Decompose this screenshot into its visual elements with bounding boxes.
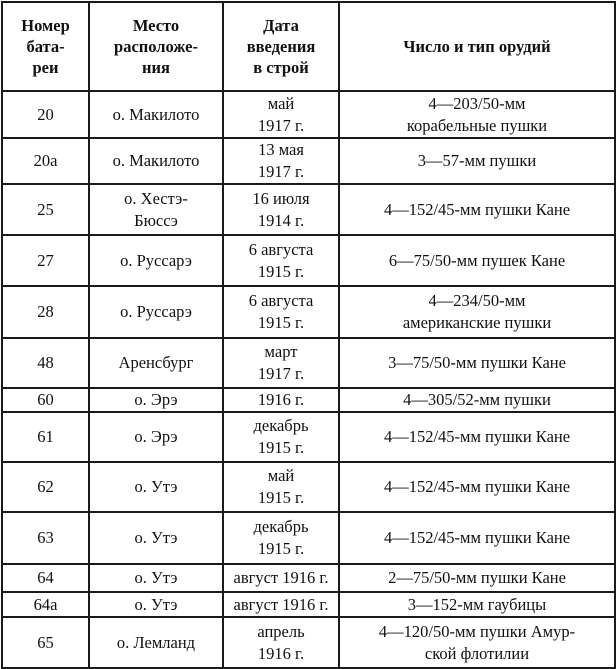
guns-cell — [339, 286, 615, 338]
location-cell — [89, 235, 223, 286]
cell-line: 1915 г. — [257, 313, 305, 332]
date-cell — [223, 91, 339, 138]
table-row — [2, 184, 615, 235]
battery-number-cell: 20а — [2, 138, 89, 184]
cell-line: 4—152/45-мм пушки Кане — [383, 477, 571, 496]
cell-line: о. Утэ — [134, 568, 178, 587]
date-cell — [223, 388, 339, 412]
header-line: Номер — [21, 16, 70, 35]
cell-line: март — [264, 342, 298, 361]
battery-table — [1, 1, 616, 669]
cell-line: Бюссэ — [134, 210, 178, 230]
table-row — [2, 286, 615, 338]
cell-line: о. Утэ — [134, 477, 178, 496]
date-cell — [223, 286, 339, 338]
battery-number-cell: 64 — [2, 564, 89, 592]
battery-number-cell: 27 — [2, 235, 89, 286]
header-line: расположе- — [114, 37, 198, 56]
cell-line: 1917 г. — [257, 364, 305, 383]
cell-line: май — [267, 466, 295, 485]
cell-line: 2—75/50-мм пушки Кане — [388, 568, 566, 587]
cell-line: ской флотилии — [424, 643, 530, 663]
cell-line: декабрь — [253, 517, 309, 536]
date-cell — [223, 564, 339, 592]
header-line: Число и тип орудий — [403, 37, 551, 56]
cell-line: о. Утэ — [134, 528, 178, 547]
table-row — [2, 235, 615, 286]
cell-line: 1915 г. — [257, 438, 305, 457]
cell-line: 13 мая — [258, 140, 304, 159]
guns-cell — [339, 592, 615, 617]
header-battery-number — [2, 2, 89, 91]
cell-line: 3—75/50-мм пушки Кане — [388, 353, 566, 372]
header-line: введения — [246, 37, 316, 56]
cell-line: о. Руссарэ — [120, 250, 192, 270]
location-cell — [89, 462, 223, 512]
date-cell — [223, 462, 339, 512]
cell-line: апрель — [257, 621, 305, 641]
battery-number-cell: 60 — [2, 388, 89, 412]
battery-number-cell: 63 — [2, 512, 89, 564]
cell-line: август 1916 г. — [233, 594, 329, 614]
header-row — [2, 2, 615, 91]
cell-line: о. Эрэ — [134, 390, 178, 409]
cell-line: 1916 г. — [257, 643, 305, 663]
guns-cell — [339, 564, 615, 592]
header-line: ния — [142, 58, 170, 77]
table-row — [2, 462, 615, 512]
cell-line: 4—203/50-мм — [428, 93, 526, 113]
header-commission-date — [223, 2, 339, 91]
cell-line: 6 августа — [248, 291, 314, 310]
battery-number-cell: 28 — [2, 286, 89, 338]
header-line: реи — [32, 58, 59, 77]
battery-number-cell: 65 — [2, 617, 89, 668]
guns-cell — [339, 235, 615, 286]
location-cell — [89, 412, 223, 462]
cell-line: 4—152/45-мм пушки Кане — [383, 528, 571, 547]
location-cell — [89, 617, 223, 668]
location-cell — [89, 138, 223, 184]
guns-cell — [339, 617, 615, 668]
table-row — [2, 338, 615, 388]
battery-number-cell: 62 — [2, 462, 89, 512]
location-cell — [89, 592, 223, 617]
table-row — [2, 592, 615, 617]
cell-line: 4—305/52-мм пушки — [403, 390, 551, 409]
guns-cell — [339, 338, 615, 388]
date-cell — [223, 412, 339, 462]
cell-line: 6 августа — [248, 239, 314, 259]
guns-cell — [339, 412, 615, 462]
battery-number-cell: 20 — [2, 91, 89, 138]
header-guns — [339, 2, 615, 91]
location-cell — [89, 512, 223, 564]
header-line: Дата — [263, 16, 299, 35]
cell-line: 3—57-мм пушки — [417, 151, 537, 170]
cell-line: о. Утэ — [134, 594, 178, 614]
date-cell — [223, 338, 339, 388]
cell-line: корабельные пушки — [406, 115, 548, 135]
location-cell — [89, 564, 223, 592]
date-cell — [223, 592, 339, 617]
guns-cell — [339, 512, 615, 564]
location-cell — [89, 338, 223, 388]
table-row — [2, 617, 615, 668]
date-cell — [223, 512, 339, 564]
table-row — [2, 388, 615, 412]
cell-line: 4—152/45-мм пушки Кане — [383, 427, 571, 446]
cell-line: 1917 г. — [257, 115, 305, 135]
guns-cell — [339, 138, 615, 184]
header-line: бата- — [26, 37, 65, 56]
location-cell — [89, 286, 223, 338]
cell-line: о. Лемланд — [116, 632, 196, 652]
battery-number-cell: 48 — [2, 338, 89, 388]
cell-line: 1916 г. — [257, 390, 305, 409]
cell-line: о. Эрэ — [134, 427, 178, 446]
cell-line: 1915 г. — [257, 261, 305, 281]
cell-line: о. Хестэ- — [124, 188, 188, 208]
cell-line: декабрь — [253, 416, 309, 435]
guns-cell — [339, 91, 615, 138]
header-line: Место — [132, 16, 180, 35]
cell-line: 4—120/50-мм пушки Амур- — [378, 621, 576, 641]
cell-line: о. Руссарэ — [120, 302, 192, 321]
cell-line: 16 июля — [252, 188, 310, 208]
cell-line: 1914 г. — [257, 210, 305, 230]
cell-line: о. Макилото — [112, 104, 200, 124]
date-cell — [223, 184, 339, 235]
cell-line: 4—152/45-мм пушки Кане — [383, 199, 571, 219]
cell-line: май — [267, 93, 295, 113]
table-row — [2, 512, 615, 564]
date-cell — [223, 235, 339, 286]
table-row — [2, 91, 615, 138]
cell-line: Аренсбург — [118, 353, 194, 372]
table-row — [2, 412, 615, 462]
cell-line: 1915 г. — [257, 488, 305, 507]
location-cell — [89, 91, 223, 138]
date-cell — [223, 617, 339, 668]
cell-line: о. Макилото — [112, 151, 200, 170]
location-cell — [89, 184, 223, 235]
table-row — [2, 138, 615, 184]
cell-line: август 1916 г. — [233, 568, 329, 587]
date-cell — [223, 138, 339, 184]
battery-number-cell: 25 — [2, 184, 89, 235]
header-line: в строй — [253, 58, 309, 77]
cell-line: 1915 г. — [257, 539, 305, 558]
table-row — [2, 564, 615, 592]
cell-line: 4—234/50-мм — [428, 291, 526, 310]
battery-number-cell: 61 — [2, 412, 89, 462]
cell-line: американские пушки — [402, 313, 552, 332]
guns-cell — [339, 388, 615, 412]
guns-cell — [339, 462, 615, 512]
location-cell — [89, 388, 223, 412]
guns-cell — [339, 184, 615, 235]
battery-number-cell: 64а — [2, 592, 89, 617]
cell-line: 3—152-мм гаубицы — [407, 594, 547, 614]
cell-line: 1917 г. — [257, 162, 305, 181]
header-location — [89, 2, 223, 91]
cell-line: 6—75/50-мм пушек Кане — [388, 250, 566, 270]
